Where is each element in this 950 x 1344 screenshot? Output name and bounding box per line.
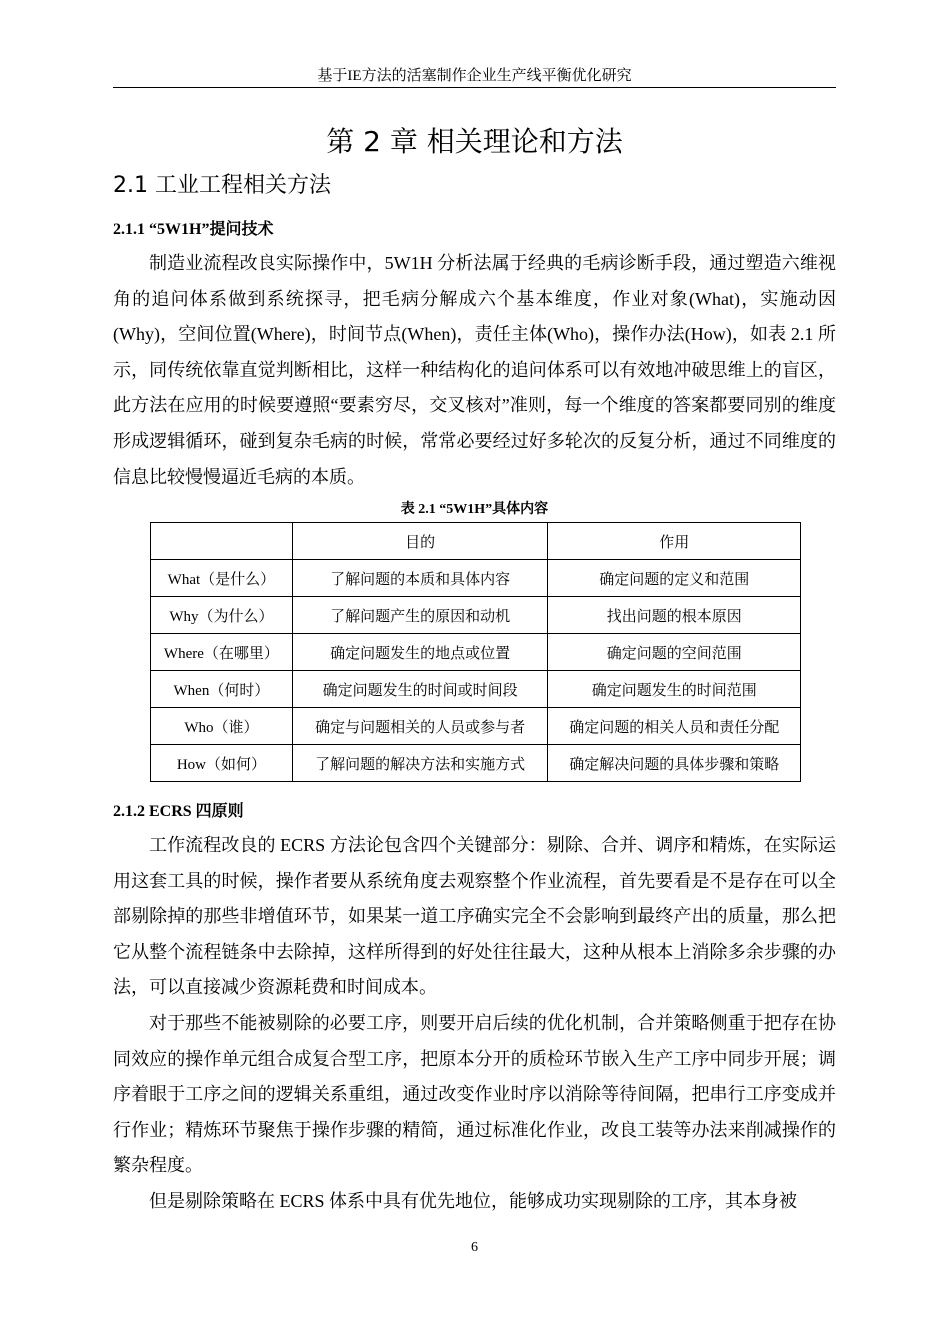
table-cell: Why（为什么） <box>151 597 293 634</box>
table-cell: 了解问题产生的原因和动机 <box>292 597 548 634</box>
table-cell: 确定问题的定义和范围 <box>548 560 801 597</box>
table-caption: 表 2.1 “5W1H”具体内容 <box>400 502 549 517</box>
table-cell: 确定与问题相关的人员或参与者 <box>292 708 548 745</box>
paragraph-ecrs-optimization: 对于那些不能被剔除的必要工序，则要开启后续的优化机制，合并策略侧重于把存在协同效应的操作单元组合成复合型工序，把原本分开的质检环节嵌入生产工序中同步开展；调序着眼于工序之间的逻辑关系重组，通过改变作业时序以消除等待间隔，把串行工序变成并行作业；精炼环节聚焦于操作步骤的精简，通过标准化作业，改良工装等办法来削减操作的繁杂程度。 <box>113 1013 836 1176</box>
table-row <box>151 745 801 782</box>
chapter-title: 第 2 章 相关理论和方法 <box>326 125 623 158</box>
table-header-row <box>151 523 801 560</box>
section-heading-2-1-2: 2.1.2 ECRS 四原则 <box>113 803 244 820</box>
5w1h-table <box>150 522 801 782</box>
table-header-cell: 目的 <box>292 523 548 560</box>
paragraph-5w1h: 制造业流程改良实际操作中，5W1H 分析法属于经典的毛病诊断手段，通过塑造六维视角的追问体系做到系统探寻，把毛病分解成六个基本维度，作业对象(What)，实施动因(Why)，空间位置(Where)，时间节点(When)，责任主体(Who)，操作办法(How)，如表 2.1 所示，同传统依靠直觉判断相比，这样一种结构化的追问体系可以有效地冲破思维上的盲区，此方法在应用的时候要遵照“要素穷尽，交叉核对”准则，每一个维度的答案都要同别的维度形成逻辑循环，碰到复杂毛病的时候，常常必要经过好多轮次的反复分析，通过不同维度的信息比较慢慢逼近毛病的本质。 <box>113 253 836 487</box>
table-cell: 确定问题的空间范围 <box>548 634 801 671</box>
table-cell: 确定问题发生的时间范围 <box>548 671 801 708</box>
paragraph-ecrs-intro: 工作流程改良的 ECRS 方法论包含四个关键部分：剔除、合并、调序和精炼，在实际运用这套工具的时候，操作者要从系统角度去观察整个作业流程，首先要看是不是存在可以全部剔除掉的那些非增值环节，如果某一道工序确实完全不会影响到最终产出的质量，那么把它从整个流程链条中去除掉，这样所得到的好处往往最大，这种从根本上消除多余步骤的办法，可以直接减少资源耗费和时间成本。 <box>113 835 836 998</box>
table-cell: 确定问题发生的时间或时间段 <box>292 671 548 708</box>
table-cell: 确定解决问题的具体步骤和策略 <box>548 745 801 782</box>
table-cell: What（是什么） <box>151 560 293 597</box>
section-heading-2-1: 2.1 工业工程相关方法 <box>113 173 331 198</box>
table-row <box>151 634 801 671</box>
header-rule <box>113 87 836 88</box>
table-cell: 确定问题发生的地点或位置 <box>292 634 548 671</box>
table-cell: When（何时） <box>151 671 293 708</box>
table-row <box>151 671 801 708</box>
table-row <box>151 708 801 745</box>
running-header: 基于IE方法的活塞制作企业生产线平衡优化研究 <box>317 68 632 84</box>
table-cell: 找出问题的根本原因 <box>548 597 801 634</box>
table-cell: 了解问题的本质和具体内容 <box>292 560 548 597</box>
table-row <box>151 560 801 597</box>
table-cell: Where（在哪里） <box>151 634 293 671</box>
paragraph-ecrs-priority: 但是剔除策略在 ECRS 体系中具有优先地位，能够成功实现剔除的工序，其本身被 <box>149 1191 798 1211</box>
page-number: 6 <box>471 1240 478 1255</box>
table-cell: Who（谁） <box>151 708 293 745</box>
table-cell: 了解问题的解决方法和实施方式 <box>292 745 548 782</box>
table-header-cell: 作用 <box>548 523 801 560</box>
table-cell: How（如何） <box>151 745 293 782</box>
table-header-cell <box>151 523 293 560</box>
table-row <box>151 597 801 634</box>
table-cell: 确定问题的相关人员和责任分配 <box>548 708 801 745</box>
section-heading-2-1-1: 2.1.1 “5W1H”提问技术 <box>113 221 274 238</box>
